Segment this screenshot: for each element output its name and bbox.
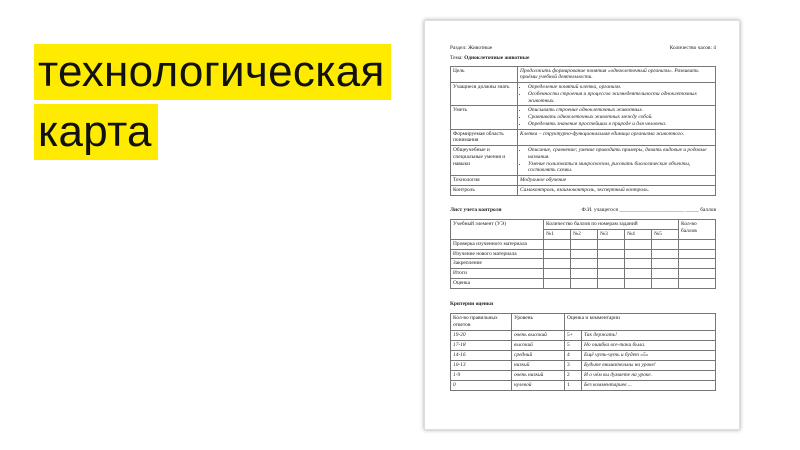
task-number: №3: [598, 230, 625, 240]
control-cell[interactable]: [544, 249, 571, 259]
control-cell[interactable]: [625, 269, 652, 279]
criteria-level: низкий: [512, 360, 565, 370]
control-row-label: Оценка: [451, 278, 544, 288]
plan-row: [451, 106, 716, 129]
criteria-row: [451, 330, 716, 340]
plan-row-item: • Сравнивать одноклеточных животных между собой.: [528, 114, 713, 121]
criteria-header-level: Уровень: [512, 314, 565, 331]
criteria-grade: 3: [565, 360, 582, 370]
control-cell[interactable]: [544, 259, 571, 269]
plan-row-item: • Описание, сравнение; умение приводить примеры, давать видовые и родовые названия.: [528, 147, 713, 161]
control-row-label: Изучение нового материала: [451, 249, 544, 259]
title-line-1: технологическая: [34, 44, 391, 100]
criteria-comment: Ещё чуть-чуть и будет «5»: [582, 350, 716, 360]
criteria-answers: 17-18: [451, 340, 512, 350]
control-cell[interactable]: [571, 239, 598, 249]
document-content: [450, 45, 716, 391]
control-cell[interactable]: [598, 259, 625, 269]
control-cell[interactable]: [598, 239, 625, 249]
control-cell[interactable]: [598, 278, 625, 288]
control-row-label: Закрепление: [451, 259, 544, 269]
plan-row-content: Клетка – структурно-функциональная единица организма животного.: [518, 129, 716, 146]
control-row: [451, 239, 716, 249]
criteria-comment: Без комментариев ...: [582, 380, 716, 390]
plan-row-content: [518, 83, 716, 106]
control-header-points: Количество баллов по номерам заданий: [544, 220, 679, 230]
topic-value: Одноклеточные животные: [464, 54, 530, 61]
criteria-header-grade: Оценка и комментарии: [565, 314, 716, 331]
criteria-answers: 1-9: [451, 370, 512, 380]
criteria-row: [451, 350, 716, 360]
control-heading: [450, 207, 716, 214]
control-cell[interactable]: [679, 239, 716, 249]
criteria-row: [451, 380, 716, 390]
criteria-row: [451, 370, 716, 380]
lesson-plan-table: [450, 66, 716, 196]
criteria-answers: 14-16: [451, 350, 512, 360]
criteria-comment: Но ошибка все-таки была.: [582, 340, 716, 350]
control-title: Лист учета контроля: [450, 206, 502, 213]
control-cell[interactable]: [571, 278, 598, 288]
control-cell[interactable]: [652, 278, 679, 288]
control-cell[interactable]: [679, 249, 716, 259]
plan-row-label: Цель: [451, 66, 518, 83]
control-cell[interactable]: [625, 249, 652, 259]
control-row: [451, 259, 716, 269]
plan-row-label: Формируемая область понимания: [451, 129, 518, 146]
plan-row: [451, 129, 716, 146]
hours-label: Количество часов: 4: [669, 45, 716, 51]
control-header-element: Учебный элемент (УЭ): [451, 220, 544, 240]
control-row-label: Итоги: [451, 269, 544, 279]
criteria-title: Критерии оценки: [450, 300, 494, 307]
criteria-grade: 1: [565, 380, 582, 390]
plan-row-content: Модульное обучение: [518, 176, 716, 186]
control-cell[interactable]: [544, 239, 571, 249]
plan-row: [451, 176, 716, 186]
control-cell[interactable]: [652, 259, 679, 269]
title-line-2: карта: [34, 104, 158, 160]
control-cell[interactable]: [571, 259, 598, 269]
slide-title: [34, 44, 391, 164]
topic-line: [450, 55, 716, 62]
criteria-comment: Будьте внимательны на уроке!: [582, 360, 716, 370]
plan-row-item: • Определение понятий клетка, организм.: [528, 84, 713, 91]
control-cell[interactable]: [679, 278, 716, 288]
criteria-comment: И о чём вы думаете на уроке.: [582, 370, 716, 380]
criteria-grade: 5+: [565, 330, 582, 340]
plan-row-item: • Описывать строение одноклеточных животных.: [528, 107, 713, 114]
plan-row: [451, 83, 716, 106]
control-cell[interactable]: [598, 269, 625, 279]
control-table: [450, 219, 716, 288]
control-cell[interactable]: [571, 269, 598, 279]
criteria-level: очень высокий: [512, 330, 565, 340]
plan-row: [451, 146, 716, 176]
plan-row-item: • Умение пользоваться микроскопом, рисовать биологические объекты, составлять схемы.: [528, 161, 713, 175]
doc-header: [450, 45, 716, 52]
control-row-label: Проверка изученного материала: [451, 239, 544, 249]
criteria-answers: 19-20: [451, 330, 512, 340]
task-number: №5: [652, 230, 679, 240]
criteria-row: [451, 360, 716, 370]
control-cell[interactable]: [571, 249, 598, 259]
control-cell[interactable]: [625, 239, 652, 249]
criteria-heading: [450, 301, 716, 308]
student-field: Ф.И. учащегося ________________________ _____ баллов: [581, 206, 716, 213]
criteria-comment: Так держать!: [582, 330, 716, 340]
plan-row-label: Технология: [451, 176, 518, 186]
control-row: [451, 249, 716, 259]
control-row: [451, 269, 716, 279]
control-cell[interactable]: [679, 269, 716, 279]
criteria-grade: 4: [565, 350, 582, 360]
plan-row-label: Контроль: [451, 185, 518, 195]
criteria-level: средний: [512, 350, 565, 360]
topic-label: Тема:: [450, 54, 463, 61]
control-cell[interactable]: [625, 278, 652, 288]
task-number: №4: [625, 230, 652, 240]
criteria-level: нулевой: [512, 380, 565, 390]
criteria-table: [450, 313, 716, 391]
criteria-header-answers: Кол-во правильных ответов: [451, 314, 512, 331]
plan-row-label: Уметь: [451, 106, 518, 129]
criteria-level: высокий: [512, 340, 565, 350]
criteria-row: [451, 340, 716, 350]
task-number: №1: [544, 230, 571, 240]
document-page: [424, 20, 740, 430]
control-cell[interactable]: [598, 249, 625, 259]
control-cell[interactable]: [625, 259, 652, 269]
plan-row-content: Самоконтроль, взаимоконтроль, экспертный контроль.: [518, 185, 716, 195]
task-number: №2: [571, 230, 598, 240]
control-cell[interactable]: [544, 269, 571, 279]
control-cell[interactable]: [652, 249, 679, 259]
control-cell[interactable]: [652, 269, 679, 279]
criteria-grade: 5: [565, 340, 582, 350]
control-cell[interactable]: [652, 239, 679, 249]
plan-row-item: • Определять значение простейших в природе и для человека.: [528, 121, 713, 128]
control-cell[interactable]: [679, 259, 716, 269]
control-row: [451, 278, 716, 288]
criteria-level: очень низкий: [512, 370, 565, 380]
plan-row-content: Продолжить формирование понятия «одноклеточный организм». Развивать приёмы учебной деятельности.: [518, 66, 716, 83]
plan-row-content: [518, 106, 716, 129]
plan-row-item: • Особенности строения и процессов жизнедеятельности одноклеточных животных.: [528, 91, 713, 105]
criteria-grade: 2: [565, 370, 582, 380]
plan-row-content: [518, 146, 716, 176]
criteria-answers: 10-13: [451, 360, 512, 370]
plan-row: [451, 185, 716, 195]
plan-row-label: Общеучебные и специальные умения и навыки: [451, 146, 518, 176]
plan-row-label: Учащиеся должны знать: [451, 83, 518, 106]
criteria-answers: 0: [451, 380, 512, 390]
control-header-total: Кол-во баллов: [679, 220, 716, 240]
control-cell[interactable]: [544, 278, 571, 288]
section-label: Раздел: Животные: [450, 45, 493, 51]
plan-row: [451, 66, 716, 83]
